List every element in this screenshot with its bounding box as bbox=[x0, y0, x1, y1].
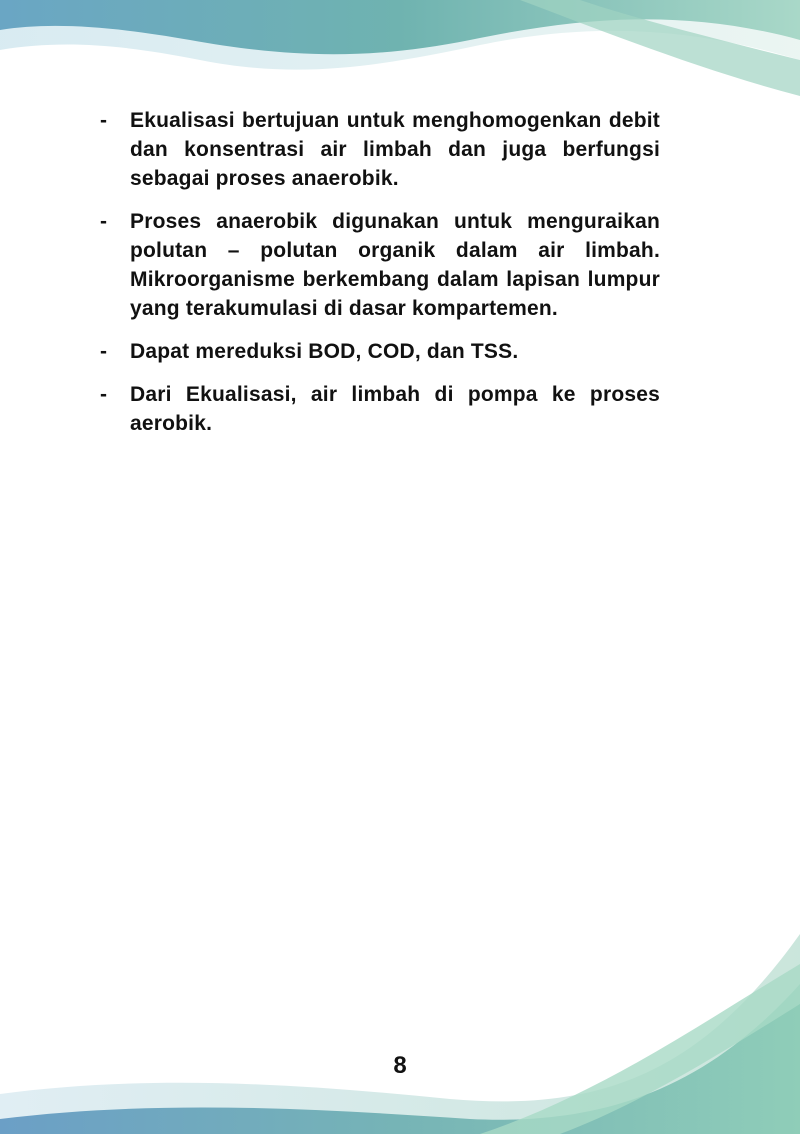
list-item bbox=[100, 106, 660, 193]
list-item bbox=[100, 380, 660, 438]
bullet-text: Dapat mereduksi BOD, COD, dan TSS. bbox=[130, 340, 519, 363]
bullet-text: Dari Ekualisasi, air limbah di pompa ke proses aerobik. bbox=[130, 383, 660, 435]
bullet-text: Proses anaerobik digunakan untuk menguraikan polutan – polutan organik dalam air limbah. Mikroorganisme berkembang dalam lapisan lumpur yang terakumulasi di dasar kompartemen. bbox=[130, 210, 660, 320]
bullet-dash: - bbox=[100, 340, 107, 363]
bottom-wave-decoration bbox=[0, 894, 800, 1134]
bullet-dash: - bbox=[100, 109, 107, 132]
list-item bbox=[100, 337, 660, 366]
list-item bbox=[100, 207, 660, 323]
bullet-dash: - bbox=[100, 210, 107, 233]
bullet-list bbox=[100, 106, 660, 438]
bullet-dash: - bbox=[100, 383, 107, 406]
main-content bbox=[100, 106, 660, 452]
bullet-text: Ekualisasi bertujuan untuk menghomogenkan debit dan konsentrasi air limbah dan juga berfungsi sebagai proses anaerobik. bbox=[130, 109, 660, 190]
top-wave-decoration bbox=[0, 0, 800, 100]
page-number: 8 bbox=[393, 1052, 407, 1079]
